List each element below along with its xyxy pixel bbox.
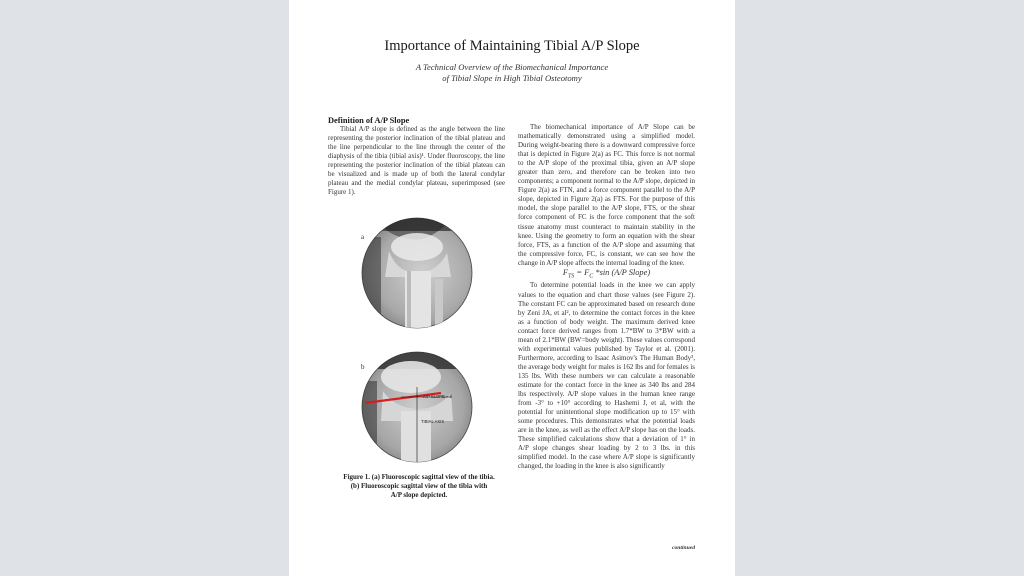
equation-mid: = F	[574, 267, 590, 277]
figure-b-label: b	[361, 363, 365, 371]
document-title: Importance of Maintaining Tibial A/P Slope	[384, 38, 640, 54]
document-page	[289, 0, 735, 576]
right-column	[518, 123, 695, 471]
tibial-axis-annotation: TIBIAL AXIS	[421, 419, 445, 424]
biomechanics-paragraph: The biomechanical importance of A/P Slope can be mathematically demonstrated using a simplified model. During weight-bearing there is a downward compressive force that is depicted in Figure 2(a) as FC. This force is not normal to the A/P slope of the proximal tibia, given an A/P slope greater than zero, and therefore can be broken into two components; a component normal to the A/P slope, depicted in Figure 2(a) as FTN, and a force component parallel to the A/P slope, depicted in Figure 2(a) as FTS. For the purpose of this model, the slope parallel to the A/P slope, FTS, or the shear force component of FC is the force component that the soft tissue anatomy must counteract to maintain stability in the knee. Using the geometry to form an equation with the shear force, FTS, as a function of the A/P slope and assuming that the compressive force, FC, is constant, we can see how the change in A/P slope affects the internal loading of the knee.	[518, 123, 695, 267]
section-heading: Definition of A/P Slope	[328, 116, 410, 125]
left-column	[328, 116, 505, 197]
equation-lhs-subscript: TS	[567, 273, 575, 280]
document-subtitle	[329, 62, 695, 84]
caption-line-1: Figure 1. (a) Fluoroscopic sagittal view of the tibia.	[343, 473, 495, 481]
loads-paragraph: To determine potential loads in the knee we can apply values to the equation and chart those values (see Figure 2). The constant FC can be approximated based on research done by Zeni JA, et al², to determine the contact forces in the knee as a function of body weight. The maximum derived knee contact force derived ranges from 1.7*BW to 3*BW with a mean of 2.1*BW (BW=body weight). These values correspond with experimental values published by Taylor et al. (2001). Furthermore, according to Isaac Asimov's The Human Body³, the average body weight for males is 162 lbs and for females is 135 lbs. With these numbers we can calculate a reasonable estimate for the contact force in the knee as 340 lbs and 284 lbs respectively. A/P slope values in the human knee range from -3° to +10° according to Hashemi J, et al, with the potential for unintentional slope modification up to 15° with some procedures. This demonstrates what the potential loads are in the knee, as well as the effect A/P slope has on the loads. These simplified calculations show that a deviation of 1° in A/P slope changes shear loading by 2 to 3 lbs. in this simplified model. In the case where A/P slope is significantly changed, the loading in the knee is also significantly	[518, 281, 695, 471]
caption-line-2: (b) Fluoroscopic sagittal view of the tibia with	[350, 482, 488, 490]
caption-line-3: A/P slope depicted.	[390, 491, 448, 499]
equation-rhs: *sin (A/P Slope)	[593, 267, 651, 277]
definition-paragraph: Tibial A/P slope is defined as the angle between the line representing the posterior inclination of the tibial plateau and the line perpendicular to the line through the center of the diaphysis of the tibia (tibial axis)¹. Under fluoroscopy, the line representing the posterior inclination of the tibial plateau can be visualized and is made up of both the lateral condylar plateau and the medial condylar plateau, superimposed (see Figure 1).	[328, 125, 505, 197]
slope-annotation: A/P SLOPE = θ	[423, 394, 452, 399]
fluoroscopic-image-b	[361, 351, 473, 463]
equation-mid-subscript: C	[589, 273, 594, 280]
fluoroscopic-image-a	[361, 217, 473, 329]
figure-1-caption	[329, 473, 509, 500]
equation-lhs: F	[562, 267, 568, 277]
shear-force-equation	[518, 268, 695, 282]
continued-marker: continued	[672, 545, 696, 551]
subtitle-line-1: A Technical Overview of the Biomechanical Importance	[415, 62, 609, 72]
figure-a-label: a	[361, 233, 365, 241]
subtitle-line-2: of Tibial Slope in High Tibial Osteotomy	[442, 73, 582, 83]
